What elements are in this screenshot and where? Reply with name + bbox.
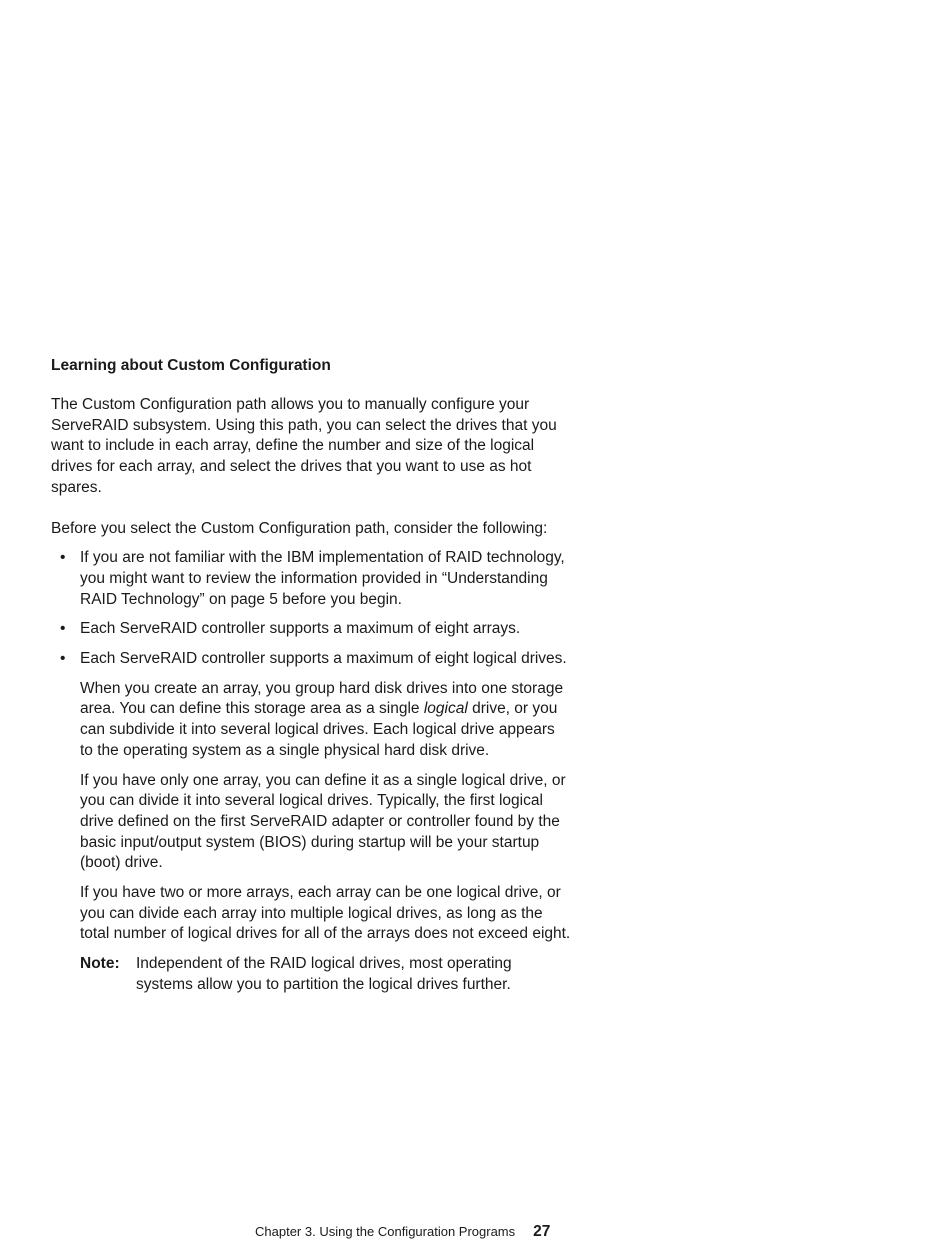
footer-chapter-title: Chapter 3. Using the Configuration Programs xyxy=(255,1224,516,1239)
note-label: Note: xyxy=(80,955,120,973)
array-explanation-text-start: When you create an array, you group hard disk drives into one storage area. You can define this storage area as a single xyxy=(80,679,564,718)
bullet-icon: • xyxy=(60,620,66,638)
array-explanation-text-end: drive, or you can subdivide it into several logical drives. Each logical drive appears to the operating system as a single physical hard disk drive. xyxy=(80,700,558,759)
list-item-text: If you are not familiar with the IBM implementation of RAID technology, you might want to review the information provided in “Understanding RAID Technology” on page 5 before you begin. xyxy=(80,549,565,608)
bullet-icon: • xyxy=(60,549,66,567)
list-item xyxy=(51,619,571,640)
page-number: 27 xyxy=(533,1223,551,1240)
consideration-list xyxy=(51,548,571,670)
logical-emphasis: logical xyxy=(423,700,468,718)
list-item-text: Each ServeRAID controller supports a maximum of eight logical drives. xyxy=(80,650,567,668)
bullet-icon: • xyxy=(60,650,66,668)
list-item xyxy=(51,649,571,670)
intro-paragraph: The Custom Configuration path allows you to manually configure your ServeRAID subsystem. Using this path, you can select the drives that you want to include in each array, define the number and size of the logical drives for each array, and select the drives that you want to use as hot spares. xyxy=(51,396,557,496)
list-item xyxy=(51,548,571,610)
note-block xyxy=(51,954,571,995)
multiple-arrays-paragraph: If you have two or more arrays, each array can be one logical drive, or you can divide each array into multiple logical drives, as long as the total number of logical drives for all of the arrays does not exceed eight. xyxy=(80,884,571,943)
page-content xyxy=(51,355,571,996)
page-footer xyxy=(255,1222,550,1242)
list-item-text: Each ServeRAID controller supports a maximum of eight arrays. xyxy=(80,620,521,638)
before-paragraph: Before you select the Custom Configuration path, consider the following: xyxy=(51,519,548,537)
section-heading: Learning about Custom Configuration xyxy=(51,357,331,374)
array-explanation-paragraph xyxy=(51,679,571,762)
single-array-paragraph: If you have only one array, you can define it as a single logical drive, or you can divide it into several logical drives. Typically, the first logical drive defined on the first ServeRAID adapter or controller found by the basic input/output system (BIOS) during startup will be your startup (boot) drive. xyxy=(80,771,566,872)
note-text: Independent of the RAID logical drives, most operating systems allow you to partition the logical drives further. xyxy=(136,955,512,993)
